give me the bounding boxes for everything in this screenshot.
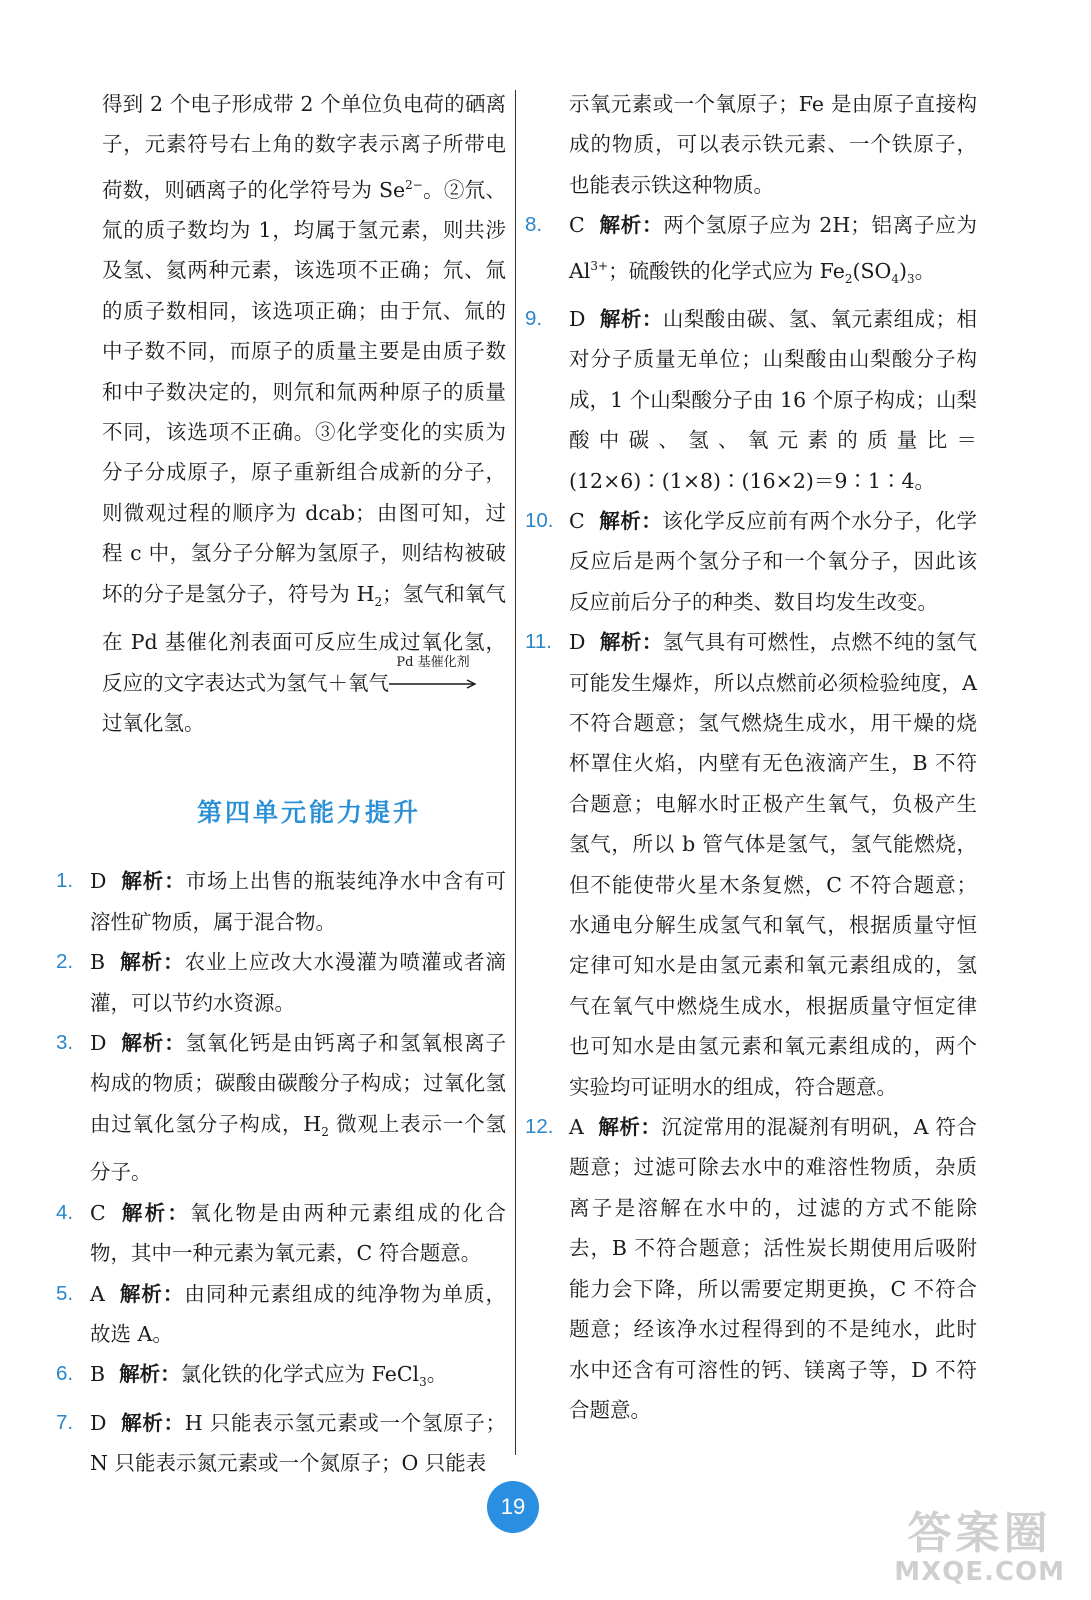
list-item	[56, 1403, 506, 1484]
superscript: 3+	[590, 258, 609, 273]
answer-letter: C	[569, 508, 585, 533]
item-number: 8.	[525, 213, 543, 237]
text-run: 两个氢原子应为 2H；铝离子应为 Al	[569, 213, 978, 283]
analysis-label: 解析：	[599, 630, 663, 655]
right-column	[525, 84, 977, 1430]
column-divider	[515, 90, 516, 1455]
left-column	[56, 84, 506, 1484]
continued-item-7	[525, 84, 977, 205]
list-item	[525, 299, 977, 501]
list-item	[525, 622, 977, 1107]
item-number: 2.	[56, 950, 74, 974]
answer-letter: D	[90, 1410, 107, 1435]
list-item	[525, 1107, 977, 1430]
text-run: 由同种元素组成的纯净物为单质，故选 A。	[90, 1281, 507, 1346]
analysis-label: 解析：	[599, 306, 663, 331]
analysis-label: 解析：	[119, 1362, 181, 1387]
subscript: 2	[844, 271, 853, 286]
text-run: (SO	[852, 258, 892, 283]
superscript: 2−	[405, 177, 423, 192]
text-run: 市场上出售的瓶装纯净水中含有可溶性矿物质，属于混合物。	[90, 869, 507, 934]
text-run: 氯化铁的化学式应为 FeCl	[180, 1362, 420, 1387]
answer-letter: A	[569, 1115, 584, 1140]
text-run: 微观上表示一个氢分子。	[90, 1111, 506, 1185]
answer-list-right	[525, 299, 977, 1430]
item-number: 5.	[56, 1281, 74, 1305]
text-run: 示氧元素或一个氧原子；Fe 是由原子直接构成的物质，可以表示铁元素、一个铁原子，也能表示铁这种物质。	[569, 92, 977, 197]
text-run: 氢氧化钙是由钙离子和氢氧根离子构成的物质；碳酸由碳酸分子构成；过氧化氢由过氧化氢分子构成，H	[90, 1031, 507, 1136]
analysis-label: 解析：	[118, 1281, 185, 1306]
answer-list-left	[56, 861, 506, 1483]
subscript: 4	[891, 271, 899, 286]
item-number: 10.	[525, 508, 554, 532]
analysis-label: 解析：	[119, 950, 185, 975]
text-run: 氢气具有可燃性，点燃不纯的氢气可能发生爆炸，所以点燃前必须检验纯度，A 不符合题意；氢气燃烧生成水，用干燥的烧杯罩住火焰，内壁有无色液滴产生，B 不符合题意；电解水时正极产生氧气，负极产生氢气，所以 b 管气体是氢气，氢气能燃烧，但不能使带火星木条复燃，C 不符合题意；水通电分解生成氢气和氧气，根据质量守恒定律可知水是由氢元素和氧元素组成的，氢气在氧气中燃烧生成水，根据质量守恒定律也可知水是由氢元素和氧元素组成的，两个实验均可证明水的组成，符合题意。	[569, 630, 978, 1099]
answer-letter: B	[90, 1362, 106, 1387]
analysis-label: 解析：	[598, 508, 663, 533]
list-item	[56, 1193, 506, 1274]
item-number: 4.	[56, 1200, 74, 1224]
watermark-logo	[894, 1510, 1065, 1586]
answer-letter: C	[90, 1200, 106, 1225]
section-title: 第四单元能力提升	[196, 798, 421, 828]
subscript: 3	[906, 271, 915, 286]
list-item	[56, 1354, 506, 1403]
answer-letter: B	[90, 950, 106, 975]
reaction-arrow	[389, 655, 477, 695]
analysis-label: 解析：	[120, 1031, 186, 1056]
text-run: 。	[426, 1362, 448, 1387]
list-item	[525, 205, 977, 299]
answer-letter: D	[90, 1031, 107, 1056]
analysis-label: 解析：	[120, 869, 186, 894]
text-run: )	[898, 258, 907, 283]
text-run: H 只能表示氢元素或一个氢原子；N 只能表示氮元素或一个氮原子；O 只能表	[90, 1410, 506, 1476]
item-number: 6.	[56, 1362, 74, 1386]
item-number: 11.	[525, 630, 552, 654]
text-run: 。	[914, 258, 936, 283]
page-number-badge: 19	[487, 1481, 539, 1533]
analysis-label: 解析：	[597, 1115, 662, 1140]
item-number: 1.	[56, 869, 74, 893]
answer-letter: D	[90, 869, 107, 894]
subscript: 3	[419, 1375, 427, 1390]
text-run: 山梨酸由碳、氢、氧元素组成；相对分子质量无单位；山梨酸由山梨酸分子构成，1 个山梨酸分子由 16 个原子构成；山梨酸中碳、氢、氧元素的质量比＝(12×6)∶(1×8)∶(16×2)＝9∶1∶4。	[569, 306, 978, 493]
subscript: 2	[374, 594, 383, 609]
item-number: 7.	[56, 1410, 74, 1434]
text-run: 氧化物是由两种元素组成的化合物，其中一种元素为氧元素，C 符合题意。	[90, 1200, 507, 1266]
text-run: ；氢气和氧气在 Pd 基催化剂表面可反应生成过氧化氢，反应的文字表达式为氢气＋氧气	[102, 581, 506, 695]
answer-letter: D	[569, 630, 586, 655]
subscript: 2	[321, 1124, 329, 1139]
answer-letter: A	[90, 1281, 105, 1306]
text-run: 农业上应改大水漫灌为喷灌或者滴灌，可以节约水资源。	[90, 950, 507, 1015]
watermark-bottom: MXQE.COM	[894, 1557, 1065, 1587]
text-run: ；硫酸铁的化学式应为 Fe	[608, 258, 845, 283]
text-run: 。②氘、氚的质子数均为 1，均属于氢元素，则共涉及氢、氦两种元素，该选项不正确；氘、氚的质子数相同，该选项正确；由于氘、氚的中子数不同，而原子的质量主要是由质子数和中子数决定的，则氘和氚两种原子的质量不同，该选项不正确。③化学变化的实质为分子分成原子，原子重新组合成新的分子，则微观过程的顺序为 dcab；由图可知，过程 c 中，氢分子分解为氢原子，则结构被破坏的分子是氢分子，符号为 H	[102, 177, 506, 606]
analysis-label: 解析：	[120, 1410, 185, 1435]
list-item	[56, 942, 506, 1023]
text-run: 得到 2 个电子形成带 2 个单位负电荷的硒离子，元素符号右上角的数字表示离子所带电荷数，则硒离子的化学符号为 Se	[102, 92, 506, 202]
arrow-condition-label: Pd 基催化剂	[396, 655, 470, 671]
text-run: 过氧化氢。	[102, 711, 205, 736]
answer-letter: D	[569, 306, 586, 331]
item-number: 3.	[56, 1031, 74, 1055]
analysis-label: 解析：	[598, 213, 664, 238]
item-number: 9.	[525, 306, 543, 330]
item-number: 12.	[525, 1115, 554, 1139]
list-item	[56, 861, 506, 942]
arrow-icon	[389, 679, 477, 689]
continued-paragraph	[56, 84, 506, 743]
watermark-top: 答案圈	[907, 1508, 1052, 1559]
list-item	[56, 1023, 506, 1193]
text-run: 沉淀常用的混凝剂有明矾，A 符合题意；过滤可除去水中的难溶性物质，杂质离子是溶解在水中的，过滤的方式不能除去，B 不符合题意；活性炭长期使用后吸附能力会下降，所以需要定期更换，C 不符合题意；经该净水过程得到的不是纯水，此时水中还含有可溶性的钙、镁离子等，D 不符合题意。	[569, 1115, 978, 1422]
list-item	[525, 501, 977, 622]
list-item	[56, 1274, 506, 1355]
analysis-label: 解析：	[119, 1200, 191, 1225]
answer-letter: C	[569, 213, 585, 238]
text-run: 该化学反应前有两个水分子，化学反应后是两个氢分子和一个氧分子，因此该反应前后分子的种类、数目均发生改变。	[569, 508, 978, 614]
